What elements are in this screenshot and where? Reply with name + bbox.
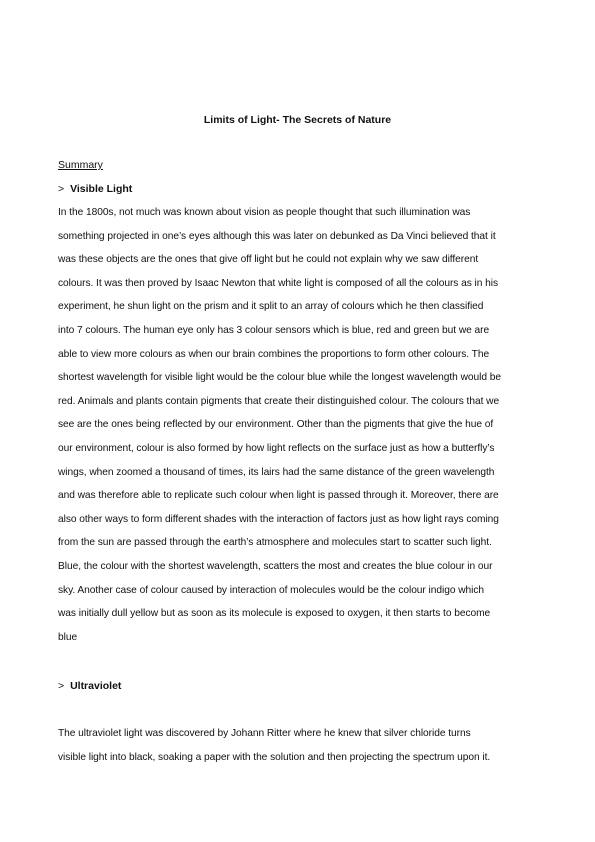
section-arrow: > [58,680,65,693]
text-line: shortest wavelength for visible light would be the colour blue while the longest wavelength would be [58,372,501,384]
text-line: into 7 colours. The human eye only has 3 colour sensors which is blue, red and green but we are [58,324,490,336]
text-line: visible light into black, soaking a paper with the solution and then projecting the spectrum upon it. [58,751,491,763]
document-title: Limits of Light- The Secrets of Nature [203,114,392,126]
paragraph-ultraviolet [58,722,544,769]
text-line: In the 1800s, not much was known about vision as people thought that such illumination was [58,207,471,218]
document-body [58,153,544,769]
text-line: able to view more colours as when our brain combines the proportions to form other colours. The [58,348,490,360]
text-line: Blue, the colour with the shortest wavelength, scatters the most and creates the blue colour in our [58,560,493,572]
section-heading-visible-light [58,177,544,201]
text-line: sky. Another case of colour caused by interaction of molecules would be the colour indigo which [58,584,485,596]
section-heading-text: Ultraviolet [70,680,122,693]
text-line: colours. It was then proved by Isaac Newton that white light is composed of all the colours as in his [58,277,499,289]
spacer [58,649,544,674]
text-line: our environment, colour is also formed by how light reflects on the surface just as how a butterfly’s [58,442,495,454]
text-line: wings, when zoomed a thousand of times, its lairs had the same distance of the green wavelength [58,466,495,478]
text-line: blue [58,631,78,643]
text-line: something projected in one’s eyes although this was later on debunked as Da Vinci believed that it [58,230,496,242]
text-line: experiment, he shun light on the prism and it split to an array of colours which he then classified [58,301,484,313]
text-line: and was therefore able to replicate such colour when light is passed through it. Moreover, there are [58,490,499,502]
text-line: see are the ones being reflected by our environment. Other than the pigments that give the hue of [58,419,494,431]
section-heading-text: Visible Light [70,183,133,195]
text-line: red. Animals and plants contain pigments that create their distinguished colour. The colours that we [58,395,500,407]
section-heading-ultraviolet [58,674,544,698]
paragraph-visible-light [58,201,544,649]
text-line: The ultraviolet light was discovered by Johann Ritter where he knew that silver chloride turns [58,728,471,740]
text-line: also other ways to form different shades with the interaction of factors just as how light rays coming [58,513,499,525]
spacer [58,698,544,722]
summary-label: Summary [58,159,103,171]
section-arrow: > [58,183,65,195]
text-line: from the sun are passed through the earth’s atmosphere and molecules start to scatter such light. [58,537,492,549]
text-line: was these objects are the ones that give off light but he could not explain why we saw different [58,254,479,266]
text-line: was initially dull yellow but as soon as its molecule is exposed to oxygen, it then starts to become [58,608,491,620]
